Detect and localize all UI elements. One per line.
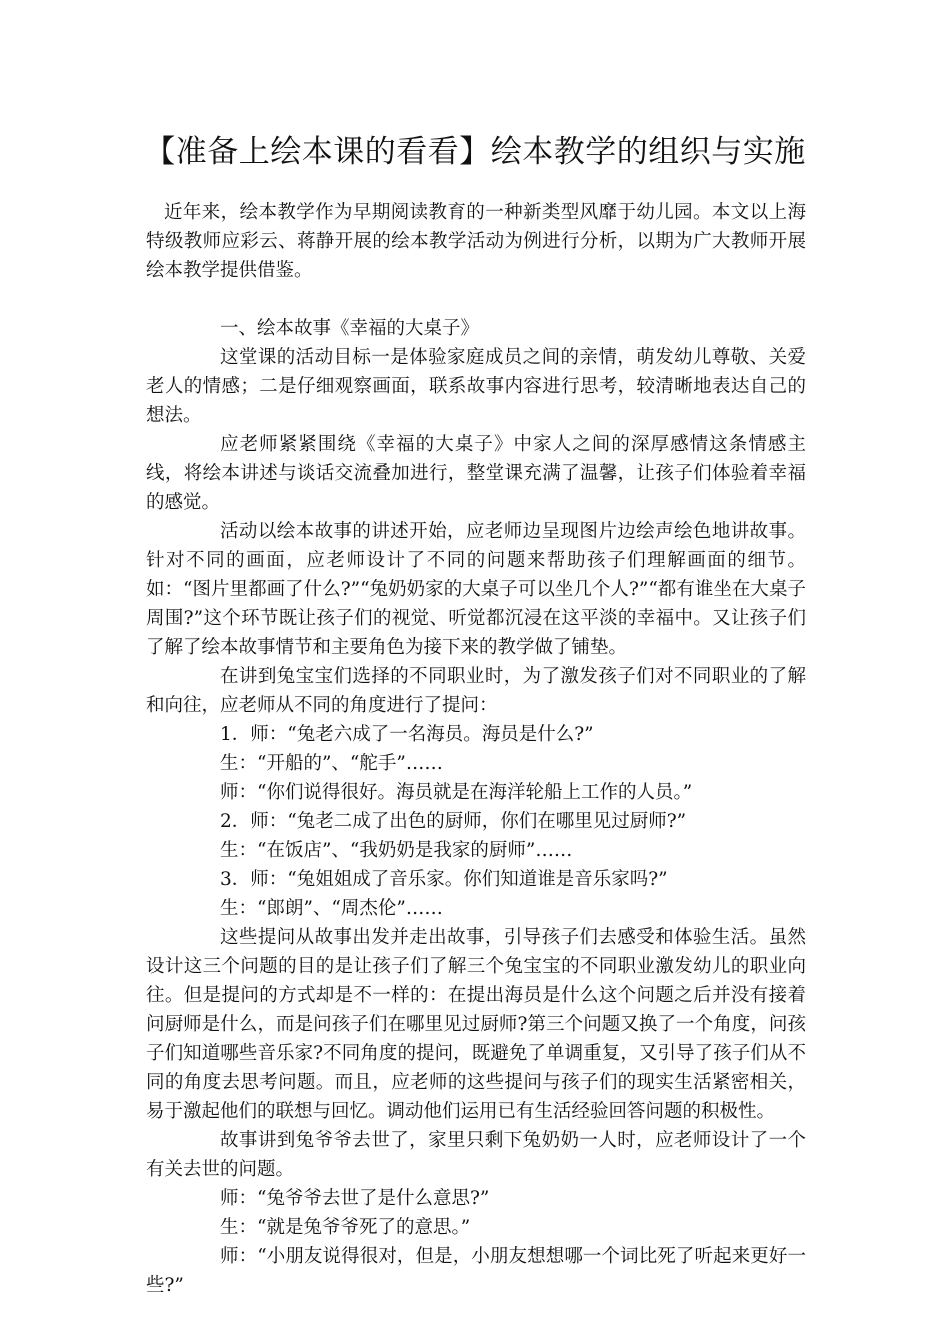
paragraph-professions-intro: 在讲到兔宝宝们选择的不同职业时，为了激发孩子们对不同职业的了解和向往，应老师从不同的角度进行了提问：	[146, 666, 806, 716]
paragraph-grandpa: 故事讲到兔爷爷去世了，家里只剩下兔奶奶一人时，应老师设计了一个有关去世的问题。	[146, 1130, 806, 1180]
dialogue-line: 师：“兔爷爷去世了是什么意思?”	[220, 1188, 490, 1209]
section-heading: 一、绘本故事《幸福的大桌子》	[220, 318, 480, 339]
dialogue-line: 师：“你们说得很好。海员就是在海洋轮船上工作的人员。”	[220, 782, 693, 803]
dialogue-line: 生：“在饭店”、“我奶奶是我家的厨师”……	[220, 840, 573, 861]
paragraph-emotion-line: 应老师紧紧围绕《幸福的大桌子》中家人之间的深厚感情这条情感主线，将绘本讲述与谈话交流叠加进行，整堂课充满了温馨，让孩子们体验着幸福的感觉。	[146, 434, 806, 513]
dialogue-line: 生：“郎朗”、“周杰伦”……	[220, 898, 443, 919]
paragraph-goals: 这堂课的活动目标一是体验家庭成员之间的亲情，萌发幼儿尊敬、关爱老人的情感；二是仔细观察画面，联系故事内容进行思考，较清晰地表达自己的想法。	[146, 347, 806, 426]
dialogue-line: 生：“开船的”、“舵手”……	[220, 753, 443, 774]
paragraph-analysis: 这些提问从故事出发并走出故事，引导孩子们去感受和体验生活。虽然设计这三个问题的目的是让孩子们了解三个兔宝宝的不同职业激发幼儿的职业向往。但是提问的方式却是不一样的：在提出海员是什么这个问题之后并没有接着问厨师是什么，而是问孩子们在哪里见过厨师?第三个问题又换了一个角度，问孩子们知道哪些音乐家?不同角度的提问，既避免了单调重复，又引导了孩子们从不同的角度去思考问题。而且，应老师的这些提问与孩子们的现实生活紧密相关，易于激起他们的联想与回忆。调动他们运用已有生活经验回答问题的积极性。	[146, 927, 806, 1122]
dialogue-line: 师：“小朋友说得很对，但是，小朋友想想哪一个词比死了听起来更好一些?”	[146, 1246, 806, 1296]
document-title: 【准备上绘本课的看看】绘本教学的组织与实施	[144, 134, 806, 170]
dialogue-line: 生：“就是兔爷爷死了的意思。”	[220, 1217, 471, 1238]
paragraph-storytelling: 活动以绘本故事的讲述开始，应老师边呈现图片边绘声绘色地讲故事。针对不同的画面，应老师设计了不同的问题来帮助孩子们理解画面的细节。如：“图片里都画了什么?”“兔奶奶家的大桌子可以坐几个人?”“都有谁坐在大桌子周围?”这个环节既让孩子们的视觉、听觉都沉浸在这平淡的幸福中。又让孩子们了解了绘本故事情节和主要角色为接下来的教学做了铺垫。	[146, 521, 806, 658]
dialogue-line: 3．师：“兔姐姐成了音乐家。你们知道谁是音乐家吗?”	[220, 869, 668, 890]
document-body	[146, 198, 806, 1300]
intro-paragraph: 近年来，绘本教学作为早期阅读教育的一种新类型风靡于幼儿园。本文以上海特级教师应彩云、蒋静开展的绘本教学活动为例进行分析，以期为广大教师开展绘本教学提供借鉴。	[146, 202, 806, 281]
dialogue-line: 2．师：“兔老二成了出色的厨师，你们在哪里见过厨师?”	[220, 811, 687, 832]
dialogue-line: 1．师：“兔老六成了一名海员。海员是什么?”	[220, 724, 594, 745]
